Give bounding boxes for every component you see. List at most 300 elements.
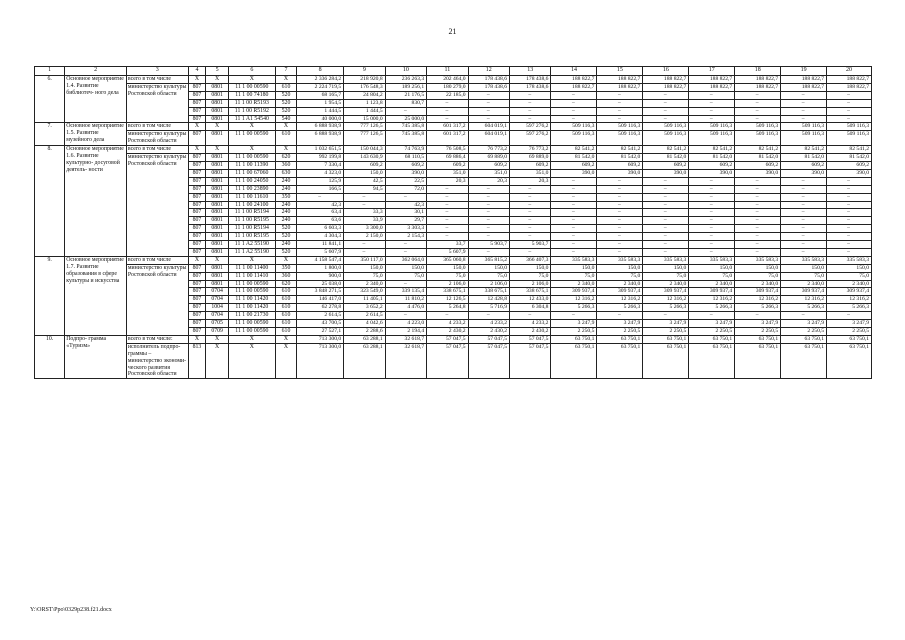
code-cell: X xyxy=(188,146,206,154)
code-cell: 520 xyxy=(275,99,296,107)
value-cell: – xyxy=(689,177,735,185)
value-cell: 4 223,0 xyxy=(385,320,426,328)
code-cell: 11 1 00 11420 xyxy=(228,296,275,304)
value-cell: 2 340,0 xyxy=(597,280,643,288)
header-cell: 10 xyxy=(385,67,426,76)
value-cell: 75,0 xyxy=(551,272,597,280)
code-cell: 11 1 00 00590 xyxy=(228,83,275,91)
code-cell: 11 1 00 24050 xyxy=(228,177,275,185)
value-cell: 150,0 xyxy=(385,264,426,272)
value-cell: – xyxy=(735,233,781,241)
code-cell: 610 xyxy=(275,288,296,296)
value-cell: 509 116,3 xyxy=(689,123,735,131)
value-cell: 63 750,1 xyxy=(689,343,735,379)
value-cell: – xyxy=(551,107,597,115)
value-cell: – xyxy=(551,209,597,217)
value-cell: – xyxy=(468,201,509,209)
value-cell: 1 444,5 xyxy=(344,107,385,115)
code-cell: 0801 xyxy=(206,169,228,177)
value-cell: – xyxy=(597,99,643,107)
value-cell: 601 317,2 xyxy=(427,123,468,131)
code-cell: 0801 xyxy=(206,161,228,169)
code-cell: X xyxy=(228,343,275,379)
value-cell: 2 194,4 xyxy=(385,328,426,336)
value-cell: 125,9 xyxy=(297,177,344,185)
value-cell: 30,1 xyxy=(385,209,426,217)
value-cell: 351,0 xyxy=(510,169,551,177)
value-cell: 365 815,2 xyxy=(468,256,509,264)
value-cell: 339 135,4 xyxy=(385,288,426,296)
value-cell: 5 607,9 xyxy=(297,248,344,256)
value-cell: 68 110,5 xyxy=(385,154,426,162)
table-row xyxy=(35,256,872,264)
value-cell: 338 675,1 xyxy=(510,288,551,296)
value-cell: 3 247,9 xyxy=(643,320,689,328)
value-cell: 335 583,3 xyxy=(735,256,781,264)
value-cell: – xyxy=(597,248,643,256)
code-cell: 807 xyxy=(188,272,206,280)
value-cell: 43 700,5 xyxy=(297,320,344,328)
value-cell: 309 937,4 xyxy=(827,288,872,296)
value-cell: 25 000,0 xyxy=(385,115,426,123)
value-cell: 2 250,5 xyxy=(597,328,643,336)
value-cell: – xyxy=(510,201,551,209)
value-cell: 82 541,2 xyxy=(689,146,735,154)
value-cell: 5 716,9 xyxy=(468,304,509,312)
executor-cell: министерство культуры Ростовской области xyxy=(126,83,188,123)
value-cell: 2 336 284,2 xyxy=(297,76,344,84)
value-cell: – xyxy=(385,248,426,256)
code-cell: 0705 xyxy=(206,320,228,328)
value-cell: – xyxy=(551,99,597,107)
code-cell: X xyxy=(188,123,206,131)
value-cell: – xyxy=(827,201,872,209)
value-cell: 81 542,0 xyxy=(643,154,689,162)
value-cell: 5 266,3 xyxy=(827,304,872,312)
activity-name: Подпро- грамма «Туризм» xyxy=(65,335,127,378)
value-cell: – xyxy=(781,248,827,256)
value-cell: 5 903,7 xyxy=(468,241,509,249)
value-cell: – xyxy=(427,217,468,225)
value-cell: – xyxy=(551,225,597,233)
value-cell: 69 889,0 xyxy=(468,154,509,162)
executor-cell: всего в том числе xyxy=(126,256,188,264)
value-cell: – xyxy=(468,185,509,193)
value-cell: – xyxy=(689,107,735,115)
value-cell: 390,0 xyxy=(827,169,872,177)
value-cell: 900,0 xyxy=(297,272,344,280)
code-cell: 807 xyxy=(188,169,206,177)
value-cell: 338 675,1 xyxy=(427,288,468,296)
value-cell: – xyxy=(827,225,872,233)
code-cell: X xyxy=(275,146,296,154)
value-cell: – xyxy=(551,115,597,123)
value-cell: 72,0 xyxy=(385,185,426,193)
code-cell: 807 xyxy=(188,288,206,296)
value-cell: 390,0 xyxy=(689,169,735,177)
value-cell: 75,0 xyxy=(427,272,468,280)
value-cell: – xyxy=(510,233,551,241)
header-cell: 12 xyxy=(468,67,509,76)
value-cell: – xyxy=(510,185,551,193)
value-cell: 2 154,3 xyxy=(385,233,426,241)
value-cell: 20,3 xyxy=(468,177,509,185)
executor-cell: всего в том числе: xyxy=(126,335,188,343)
value-cell: 604 019,1 xyxy=(468,123,509,131)
value-cell: – xyxy=(689,225,735,233)
code-cell: 0801 xyxy=(206,83,228,91)
value-cell: 63 750,1 xyxy=(643,335,689,343)
value-cell: 57 047,5 xyxy=(510,343,551,379)
value-cell: 992 199,8 xyxy=(297,154,344,162)
value-cell: 75,0 xyxy=(468,272,509,280)
value-cell: 2 224 719,5 xyxy=(297,83,344,91)
code-cell: 11 1 00 00590 xyxy=(228,328,275,336)
code-cell: 520 xyxy=(275,233,296,241)
value-cell: 745 385,8 xyxy=(385,123,426,131)
code-cell: 520 xyxy=(275,225,296,233)
value-cell: – xyxy=(735,185,781,193)
value-cell: 33,3 xyxy=(344,209,385,217)
value-cell: 12 316,2 xyxy=(781,296,827,304)
value-cell: – xyxy=(781,225,827,233)
value-cell: 150,0 xyxy=(643,264,689,272)
value-cell: – xyxy=(781,209,827,217)
value-cell: 3 247,9 xyxy=(551,320,597,328)
value-cell: 63 750,1 xyxy=(781,343,827,379)
value-cell: 3 652,2 xyxy=(344,304,385,312)
value-cell: 150,0 xyxy=(344,169,385,177)
value-cell: 81 542,0 xyxy=(689,154,735,162)
value-cell: – xyxy=(643,209,689,217)
value-cell: 509 116,3 xyxy=(735,131,781,146)
value-cell: 202 464,0 xyxy=(427,76,468,84)
table-row xyxy=(35,131,872,146)
value-cell: – xyxy=(427,312,468,320)
code-cell: 610 xyxy=(275,296,296,304)
value-cell: – xyxy=(827,217,872,225)
value-cell: – xyxy=(344,241,385,249)
value-cell: 390,0 xyxy=(597,169,643,177)
value-cell: 178 438,6 xyxy=(510,83,551,91)
value-cell: – xyxy=(689,241,735,249)
value-cell: 188 822,7 xyxy=(551,83,597,91)
value-cell: 351,0 xyxy=(427,169,468,177)
value-cell: 335 583,3 xyxy=(827,256,872,264)
value-cell: – xyxy=(551,248,597,256)
code-cell: 11 1 00 11420 xyxy=(228,304,275,312)
value-cell: 3 247,9 xyxy=(827,320,872,328)
code-cell: 11 1 00 R5195 xyxy=(228,217,275,225)
value-cell: 390,0 xyxy=(781,169,827,177)
value-cell: 509 116,3 xyxy=(551,131,597,146)
header-cell: 18 xyxy=(735,67,781,76)
value-cell: 33,9 xyxy=(344,217,385,225)
code-cell: 0704 xyxy=(206,288,228,296)
value-cell: – xyxy=(643,185,689,193)
value-cell: 830,7 xyxy=(385,99,426,107)
value-cell: – xyxy=(689,193,735,201)
value-cell: 2 430,2 xyxy=(510,328,551,336)
value-cell: – xyxy=(689,99,735,107)
value-cell: – xyxy=(643,312,689,320)
value-cell: 3 247,9 xyxy=(735,320,781,328)
value-cell: – xyxy=(781,201,827,209)
value-cell: 15 000,0 xyxy=(344,115,385,123)
value-cell: – xyxy=(827,91,872,99)
value-cell: 63 750,1 xyxy=(735,335,781,343)
code-cell: 610 xyxy=(275,83,296,91)
code-cell: 360 xyxy=(275,161,296,169)
value-cell: – xyxy=(427,115,468,123)
value-cell: 597 276,2 xyxy=(510,123,551,131)
value-cell: 2 250,5 xyxy=(735,328,781,336)
code-cell: 0801 xyxy=(206,154,228,162)
value-cell: – xyxy=(643,107,689,115)
header-row xyxy=(35,67,872,76)
value-cell: 75,0 xyxy=(643,272,689,280)
value-cell: 57 047,5 xyxy=(468,343,509,379)
value-cell: – xyxy=(643,225,689,233)
value-cell: 335 583,3 xyxy=(597,256,643,264)
value-cell: – xyxy=(781,107,827,115)
value-cell: – xyxy=(781,312,827,320)
value-cell: 42,3 xyxy=(297,201,344,209)
value-cell: 2 150,0 xyxy=(344,233,385,241)
code-cell: X xyxy=(228,76,275,84)
code-cell: X xyxy=(206,146,228,154)
value-cell: 81 542,0 xyxy=(781,154,827,162)
value-cell: 335 583,3 xyxy=(781,256,827,264)
value-cell: 82 541,2 xyxy=(781,146,827,154)
value-cell: 609,2 xyxy=(643,161,689,169)
value-cell: 178 438,6 xyxy=(468,83,509,91)
value-cell: – xyxy=(468,115,509,123)
header-cell: 9 xyxy=(344,67,385,76)
code-cell: X xyxy=(275,76,296,84)
code-cell: 0801 xyxy=(206,177,228,185)
code-cell: 520 xyxy=(275,91,296,99)
value-cell: 63 750,1 xyxy=(643,343,689,379)
value-cell: – xyxy=(689,209,735,217)
value-cell: – xyxy=(468,248,509,256)
value-cell: 57 047,5 xyxy=(468,335,509,343)
value-cell: 5 266,3 xyxy=(735,304,781,312)
value-cell: – xyxy=(510,193,551,201)
value-cell: 150,0 xyxy=(597,264,643,272)
value-cell: – xyxy=(427,209,468,217)
value-cell: 82 541,2 xyxy=(643,146,689,154)
value-cell: 609,2 xyxy=(781,161,827,169)
value-cell: – xyxy=(551,201,597,209)
value-cell: 188 822,7 xyxy=(735,83,781,91)
header-cell: 13 xyxy=(510,67,551,76)
value-cell: 604 019,1 xyxy=(468,131,509,146)
value-cell: – xyxy=(597,107,643,115)
value-cell: – xyxy=(643,91,689,99)
value-cell: – xyxy=(643,115,689,123)
code-cell: 0704 xyxy=(206,312,228,320)
value-cell: – xyxy=(344,201,385,209)
value-cell: 166,5 xyxy=(297,185,344,193)
code-cell: 807 xyxy=(188,233,206,241)
value-cell: – xyxy=(689,312,735,320)
code-cell: 807 xyxy=(188,201,206,209)
value-cell: – xyxy=(827,177,872,185)
executor-cell: всего в том числе xyxy=(126,123,188,131)
value-cell: – xyxy=(643,217,689,225)
value-cell: – xyxy=(427,99,468,107)
value-cell: – xyxy=(551,185,597,193)
value-cell: 5 266,3 xyxy=(643,304,689,312)
value-cell: 4 158 547,4 xyxy=(297,256,344,264)
code-cell: 11 1 00 00590 xyxy=(228,288,275,296)
code-cell: X xyxy=(206,343,228,379)
code-cell: 0709 xyxy=(206,328,228,336)
code-cell: 807 xyxy=(188,209,206,217)
value-cell: 188 822,7 xyxy=(643,83,689,91)
code-cell: X xyxy=(275,123,296,131)
code-cell: 620 xyxy=(275,154,296,162)
value-cell: 12 433,0 xyxy=(510,296,551,304)
value-cell: 189 256,1 xyxy=(385,83,426,91)
value-cell: 6 304,8 xyxy=(510,304,551,312)
value-cell: – xyxy=(735,241,781,249)
executor-cell: всего в том числе xyxy=(126,146,188,154)
value-cell: – xyxy=(385,312,426,320)
value-cell: 390,0 xyxy=(551,169,597,177)
value-cell: 509 116,3 xyxy=(597,131,643,146)
value-cell: 188 822,7 xyxy=(597,76,643,84)
code-cell: X xyxy=(228,146,275,154)
code-cell: X xyxy=(275,335,296,343)
value-cell: – xyxy=(551,91,597,99)
value-cell: 609,2 xyxy=(427,161,468,169)
header-cell: 16 xyxy=(643,67,689,76)
code-cell: 11 1 00 R5193 xyxy=(228,99,275,107)
value-cell: 32 618,7 xyxy=(385,343,426,379)
value-cell: 63 750,1 xyxy=(781,335,827,343)
value-cell: 150,0 xyxy=(781,264,827,272)
code-cell: 11 1 00 24100 xyxy=(228,201,275,209)
value-cell: 5 264,8 xyxy=(427,304,468,312)
value-cell: – xyxy=(735,91,781,99)
header-cell: 17 xyxy=(689,67,735,76)
value-cell: 63 750,1 xyxy=(689,335,735,343)
code-cell: 807 xyxy=(188,296,206,304)
value-cell: – xyxy=(827,99,872,107)
value-cell: 94,5 xyxy=(344,185,385,193)
value-cell: – xyxy=(385,280,426,288)
value-cell: 150,0 xyxy=(468,264,509,272)
value-cell: – xyxy=(427,233,468,241)
executor-cell: министерство культуры Ростовской области xyxy=(126,264,188,335)
value-cell: 3 247,9 xyxy=(597,320,643,328)
code-cell: 807 xyxy=(188,107,206,115)
value-cell: 25 038,0 xyxy=(297,280,344,288)
code-cell: 240 xyxy=(275,217,296,225)
value-cell: – xyxy=(689,185,735,193)
value-cell: – xyxy=(597,91,643,99)
value-cell: 188 822,7 xyxy=(781,83,827,91)
code-cell: 11 1 00 11390 xyxy=(228,161,275,169)
value-cell: – xyxy=(427,201,468,209)
value-cell: 1 123,8 xyxy=(344,99,385,107)
value-cell: 236 263,3 xyxy=(385,76,426,84)
code-cell: 11 1 00 67060 xyxy=(228,169,275,177)
code-cell: 11 1 00 11400 xyxy=(228,264,275,272)
value-cell: – xyxy=(551,241,597,249)
value-cell: 5 266,3 xyxy=(689,304,735,312)
value-cell: – xyxy=(827,115,872,123)
code-cell: 0801 xyxy=(206,99,228,107)
value-cell: 362 064,0 xyxy=(385,256,426,264)
value-cell: – xyxy=(297,193,344,201)
value-cell: – xyxy=(597,177,643,185)
code-cell: 350 xyxy=(275,193,296,201)
value-cell: 12 316,2 xyxy=(597,296,643,304)
value-cell: 12 428,8 xyxy=(468,296,509,304)
value-cell: 76 773,2 xyxy=(510,146,551,154)
value-cell: 57 047,5 xyxy=(427,343,468,379)
table-row xyxy=(35,123,872,131)
value-cell: – xyxy=(427,185,468,193)
value-cell: 2 340,0 xyxy=(344,280,385,288)
budget-table xyxy=(34,66,872,379)
value-cell: 609,2 xyxy=(551,161,597,169)
code-cell: 240 xyxy=(275,201,296,209)
code-cell: 0801 xyxy=(206,185,228,193)
row-number: 9. xyxy=(35,256,65,335)
value-cell: 1 444,5 xyxy=(297,107,344,115)
value-cell: 27 527,1 xyxy=(297,328,344,336)
header-cell: 11 xyxy=(427,67,468,76)
value-cell: 4 304,3 xyxy=(297,233,344,241)
value-cell: – xyxy=(735,201,781,209)
value-cell: – xyxy=(551,312,597,320)
value-cell: 609,2 xyxy=(385,161,426,169)
code-cell: 0801 xyxy=(206,193,228,201)
value-cell: 63 750,1 xyxy=(827,335,872,343)
value-cell: 63 750,1 xyxy=(597,335,643,343)
code-cell: 807 xyxy=(188,91,206,99)
executor-cell: министерство культуры Ростовской области xyxy=(126,154,188,257)
code-cell: 807 xyxy=(188,241,206,249)
value-cell: 309 937,4 xyxy=(643,288,689,296)
value-cell: – xyxy=(827,185,872,193)
code-cell: 240 xyxy=(275,185,296,193)
value-cell: – xyxy=(689,115,735,123)
value-cell: 12 316,2 xyxy=(689,296,735,304)
value-cell: – xyxy=(468,193,509,201)
value-cell: 509 116,3 xyxy=(551,123,597,131)
value-cell: 150,0 xyxy=(510,264,551,272)
value-cell: 11 405,1 xyxy=(344,296,385,304)
code-cell: 807 xyxy=(188,115,206,123)
value-cell: – xyxy=(385,193,426,201)
value-cell: – xyxy=(827,209,872,217)
value-cell: – xyxy=(468,225,509,233)
value-cell: 2 288,6 xyxy=(344,328,385,336)
value-cell: 63 750,1 xyxy=(597,343,643,379)
value-cell: – xyxy=(510,248,551,256)
value-cell: 20,3 xyxy=(427,177,468,185)
row-number: 7. xyxy=(35,123,65,146)
value-cell: 4 323,0 xyxy=(297,169,344,177)
value-cell: – xyxy=(510,209,551,217)
code-cell: X xyxy=(206,76,228,84)
value-cell: 218 920,8 xyxy=(344,76,385,84)
